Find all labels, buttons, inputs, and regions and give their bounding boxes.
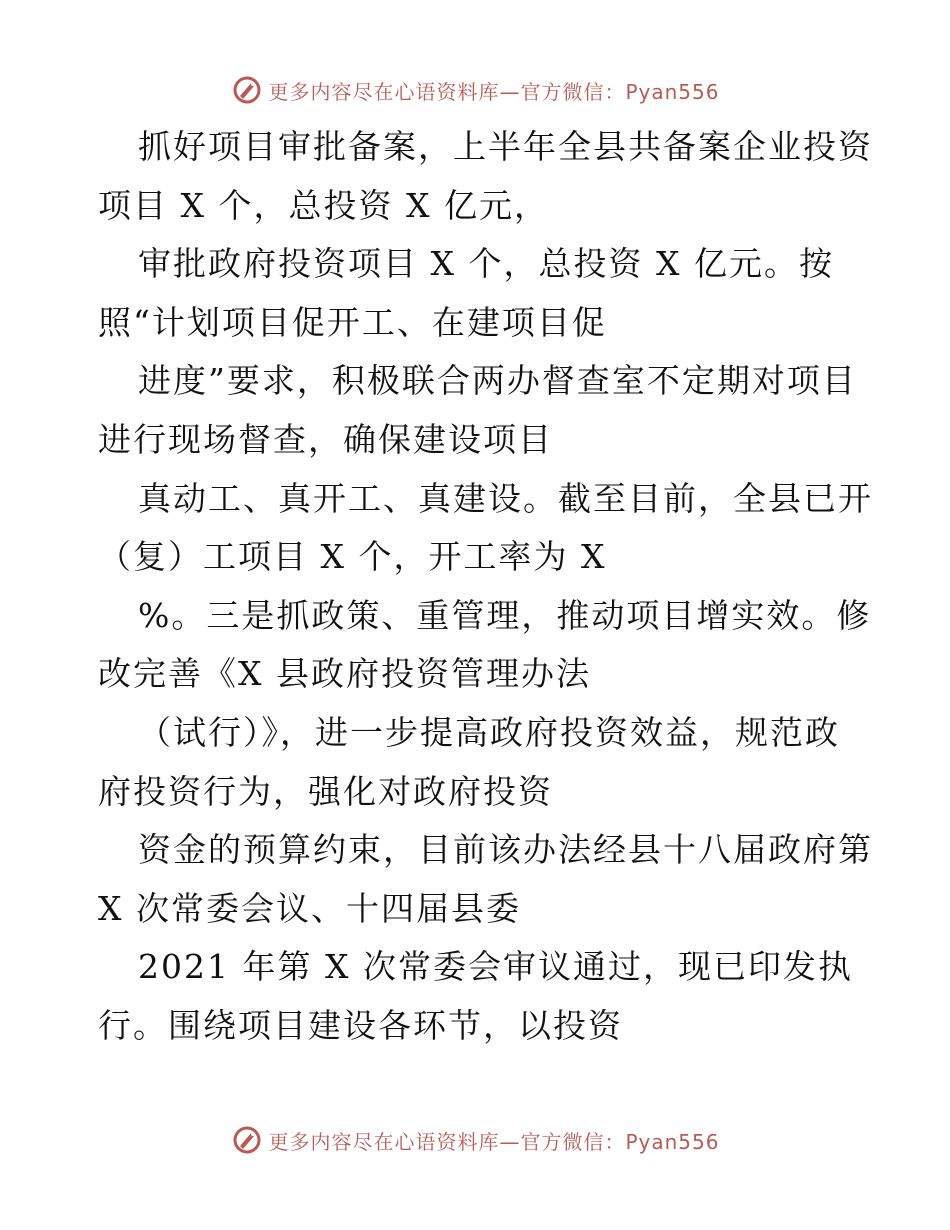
footer-watermark-text: 更多内容尽在心语资料库—官方微信：Pyan556 xyxy=(268,1129,720,1154)
document-body xyxy=(98,118,873,1056)
brand-logo-icon xyxy=(230,1123,264,1157)
body-line: （试行）》，进一步提高政府投资效益，规范政 xyxy=(138,712,840,752)
body-line: 照“计划项目促开工、在建项目促 xyxy=(98,302,607,342)
body-line: 进行现场督查，确保建设项目 xyxy=(98,419,553,459)
brand-logo-icon xyxy=(230,73,264,107)
body-line: 项目 X 个，总投资 X 亿元， xyxy=(98,185,549,225)
body-line: 真动工、真开工、真建设。截至目前，全县已开 xyxy=(138,478,873,518)
body-line: 2021 年第 X 次常委会审议通过，现已印发执 xyxy=(138,947,853,987)
header-watermark-text: 更多内容尽在心语资料库—官方微信：Pyan556 xyxy=(268,79,720,104)
footer-watermark-banner xyxy=(0,1120,950,1160)
body-line: 抓好项目审批备案，上半年全县共备案企业投资 xyxy=(138,127,873,166)
body-line: 进度”要求，积极联合两办督查室不定期对项目 xyxy=(138,361,857,401)
body-line: 府投资行为，强化对政府投资 xyxy=(98,771,553,811)
header-watermark-banner xyxy=(0,70,950,110)
body-line: （复）工项目 X 个，开工率为 X xyxy=(98,537,607,577)
body-line: 资金的预算约束，目前该办法经县十八届政府第 xyxy=(138,830,873,870)
body-line: X 次常委会议、十四届县委 xyxy=(98,888,521,928)
body-line: 审批政府投资项目 X 个，总投资 X 亿元。按 xyxy=(138,244,834,284)
body-line: 行。围绕项目建设各环节，以投资 xyxy=(98,1005,623,1045)
body-line: %。三是抓政策、重管理，推动项目增实效。修 xyxy=(138,595,872,635)
body-line: 改完善《X 县政府投资管理办法 xyxy=(98,654,591,694)
